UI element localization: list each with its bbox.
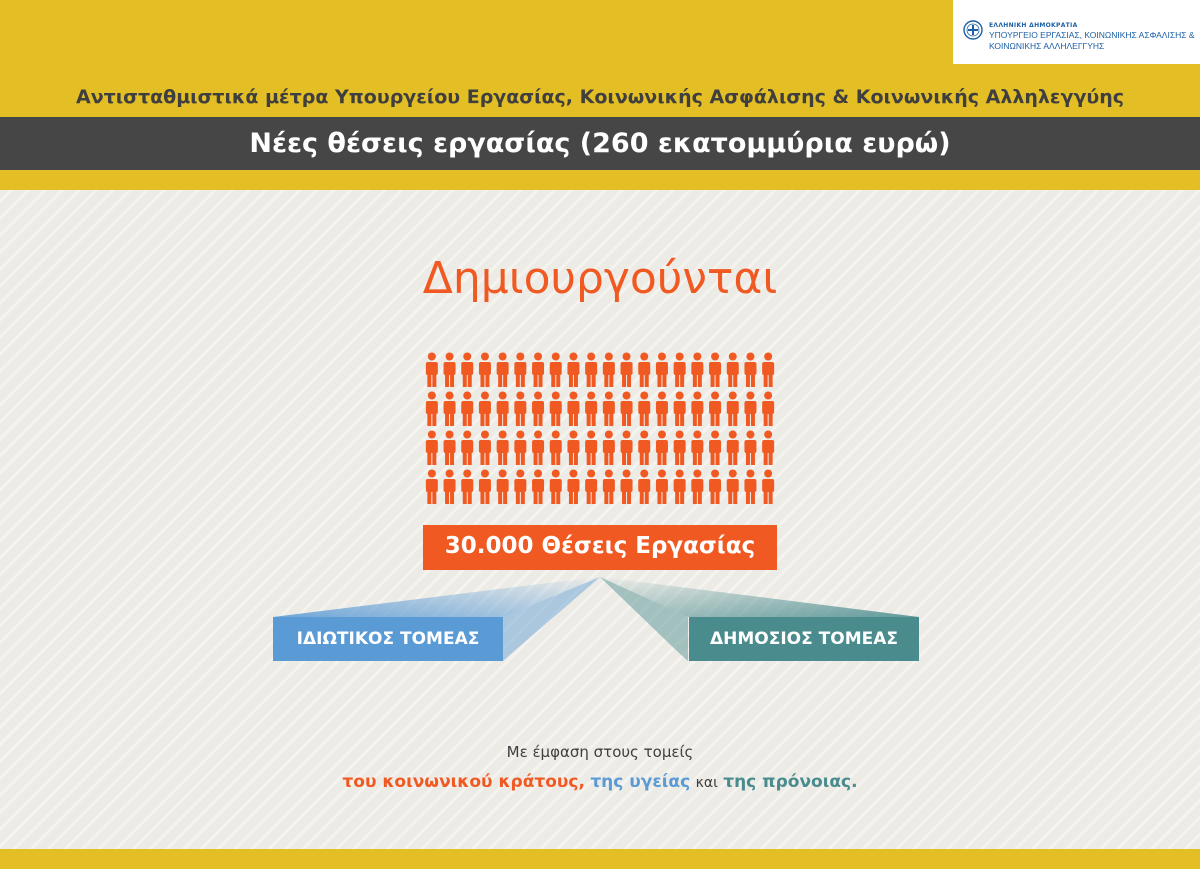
bottom-band bbox=[0, 849, 1200, 869]
public-sector-box bbox=[689, 617, 919, 661]
public-sector-label: ΔΗΜΟΣΙΟΣ ΤΟΜΕΑΣ bbox=[709, 629, 899, 649]
emphasis-care: της πρόνοιας. bbox=[723, 772, 858, 792]
private-sector-box bbox=[273, 617, 503, 661]
emphasis-health: της υγείας bbox=[590, 772, 691, 792]
jobs-count-label: 30.000 Θέσεις Εργασίας bbox=[444, 533, 756, 559]
logo-ministry-line2: ΚΟΙΝΩΝΙΚΗΣ ΑΛΛΗΛΕΓΓΥΗΣ bbox=[989, 41, 1105, 51]
page-subtitle: Αντισταθμιστικά μέτρα Υπουργείου Εργασίας, Κοινωνικής Ασφάλισης & Κοινωνικής Αλληλεγγύης bbox=[75, 86, 1125, 108]
page-title: Νέες θέσεις εργασίας (260 εκατομμύρια ευρώ) bbox=[249, 128, 951, 159]
private-sector-label: ΙΔΙΩΤΙΚΟΣ ΤΟΜΕΑΣ bbox=[296, 629, 480, 649]
emphasis-intro: Με έμφαση στους τομείς bbox=[506, 743, 694, 761]
emphasis-sectors bbox=[0, 772, 1200, 792]
emphasis-connector: και bbox=[695, 775, 718, 791]
logo-ministry-line1: ΥΠΟΥΡΓΕΙΟ ΕΡΓΑΣΙΑΣ, ΚΟΙΝΩΝΙΚΗΣ ΑΣΦΑΛΙΣΗΣ & bbox=[989, 30, 1195, 40]
logo-country: ΕΛΛΗΝΙΚΗ ΔΗΜΟΚΡΑΤΙΑ bbox=[989, 22, 1078, 29]
emphasis-welfare-state: του κοινωνικού κράτους, bbox=[342, 772, 585, 792]
headline: Δημιουργούνται bbox=[422, 253, 778, 304]
